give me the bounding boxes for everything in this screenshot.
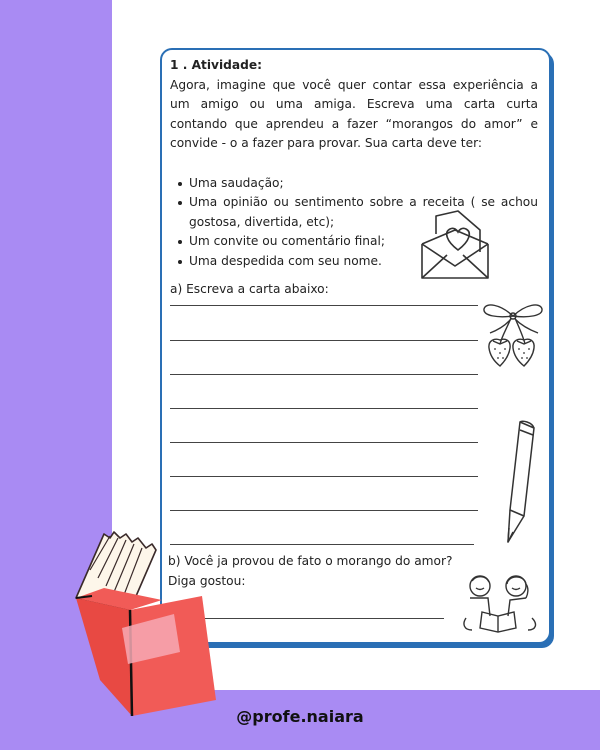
list-item: Uma despedida com seu nome. — [178, 252, 538, 272]
writing-line-3[interactable] — [170, 374, 478, 375]
strawberries-bow-icon — [480, 300, 546, 374]
writing-line-2[interactable] — [170, 340, 478, 341]
envelope-heart-icon — [416, 208, 496, 282]
pencil-icon — [500, 418, 540, 556]
writing-line-7[interactable] — [170, 510, 478, 511]
question-a: a) Escreva a carta abaixo: — [170, 282, 329, 296]
writing-line-4[interactable] — [170, 408, 478, 409]
writing-line-6[interactable] — [170, 476, 478, 477]
author-handle: @profe.naiara — [236, 707, 364, 726]
kids-reading-icon — [458, 572, 542, 634]
writing-line-5[interactable] — [170, 442, 478, 443]
list-item: Um convite ou comentário final; — [178, 232, 538, 252]
list-item: Uma saudação; — [178, 174, 538, 194]
activity-instructions: Agora, imagine que você quer contar essa experiência a um amigo ou uma amiga. Escreva uma carta curta contando que aprendeu a fazer “morangos do amor” e convide - o a fazer para provar. Sua carta deve ter: — [170, 77, 538, 150]
question-b: b) Você ja provou de fato o morango do amor? Diga gostou: — [168, 554, 453, 588]
activity-title: 1 . Atividade: — [170, 58, 262, 72]
book-icon — [70, 530, 220, 720]
list-item: Uma opinião ou sentimento sobre a receita ( se achou gostosa, divertida, etc); — [178, 193, 538, 232]
writing-line-1[interactable] — [170, 305, 478, 306]
